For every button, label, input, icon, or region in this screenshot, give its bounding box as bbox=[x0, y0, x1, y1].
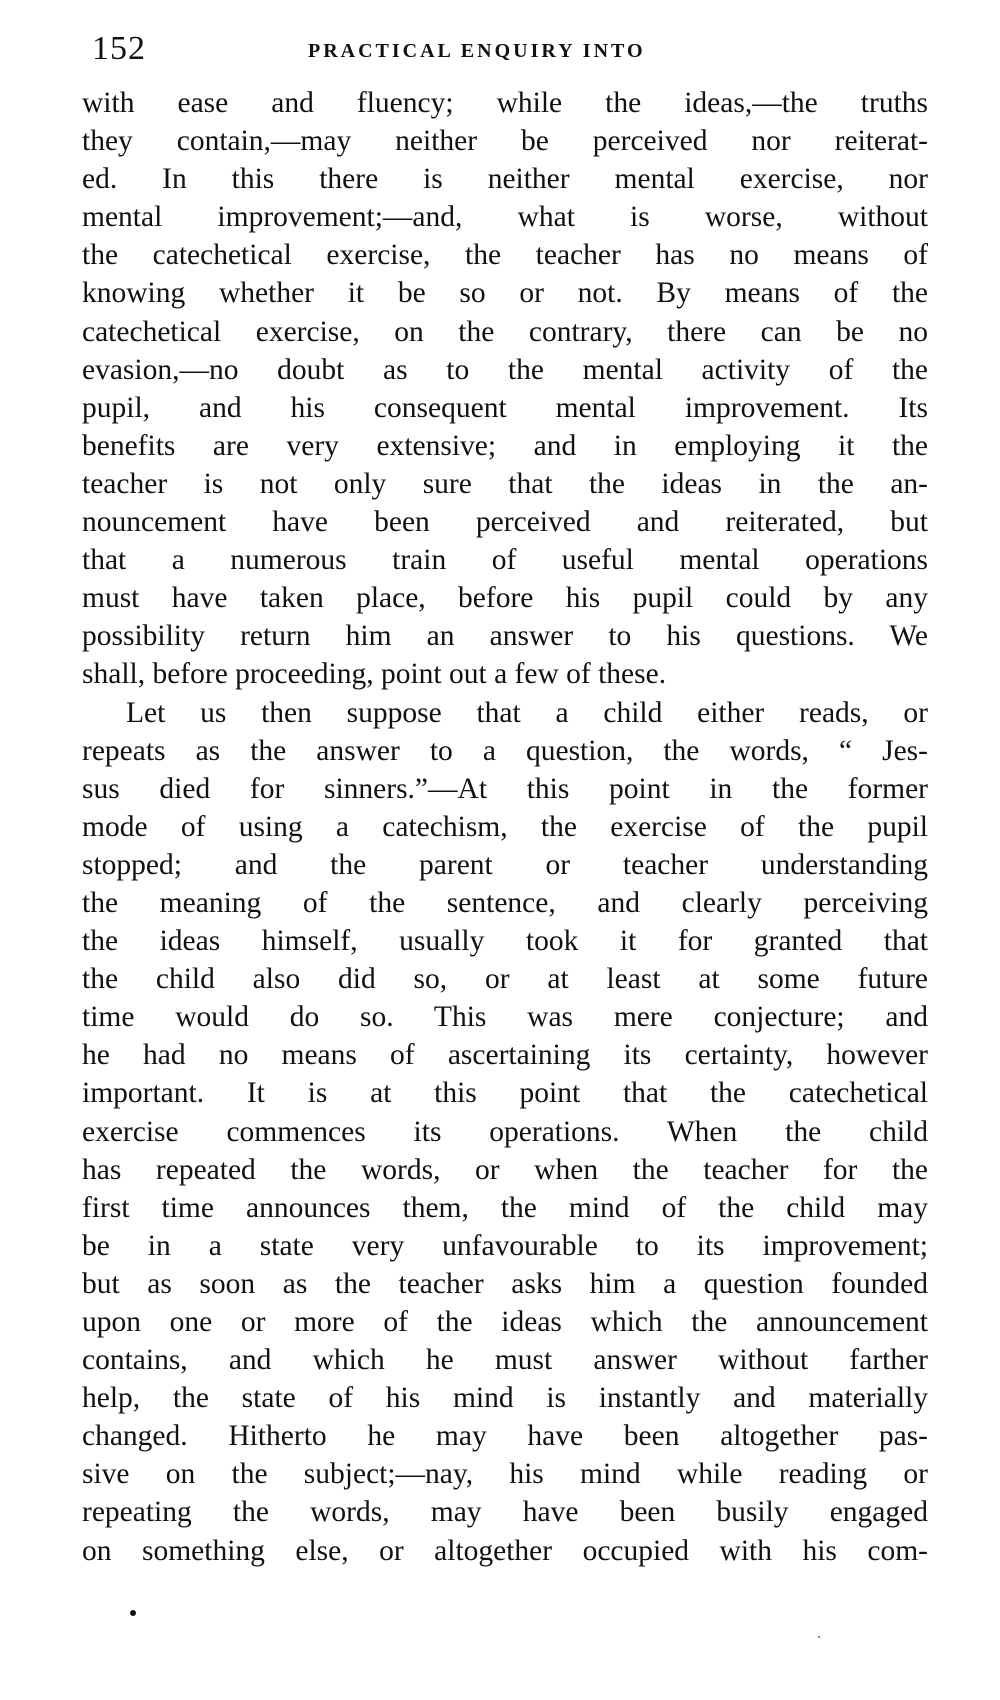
text-line: nouncement have been perceived and reiterated, but bbox=[82, 506, 928, 539]
text-line: important. It is at this point that the catechetical bbox=[82, 1077, 928, 1110]
text-line: the child also did so, or at least at some future bbox=[82, 963, 928, 996]
ink-speck bbox=[130, 1610, 136, 1616]
text-line: possibility return him an answer to his questions. We bbox=[82, 620, 928, 653]
ink-speck bbox=[818, 1636, 820, 1638]
text-line: the catechetical exercise, the teacher has no means of bbox=[82, 239, 928, 272]
text-line: benefits are very extensive; and in employing it the bbox=[82, 429, 928, 462]
text-line: ed. In this there is neither mental exercise, nor bbox=[82, 163, 928, 196]
text-line: pupil, and his consequent mental improvement. Its bbox=[82, 391, 928, 424]
text-line: repeats as the answer to a question, the words, “ Jes- bbox=[82, 734, 928, 767]
text-line: evasion,—no doubt as to the mental activity of the bbox=[82, 353, 928, 386]
text-line: sus died for sinners.”—At this point in the former bbox=[82, 772, 928, 805]
text-line: time would do so. This was mere conjecture; and bbox=[82, 1001, 928, 1034]
text-line: mental improvement;—and, what is worse, without bbox=[82, 201, 928, 234]
text-line: stopped; and the parent or teacher understanding bbox=[82, 848, 928, 881]
text-line: first time announces them, the mind of the child may bbox=[82, 1191, 928, 1224]
running-title: PRACTICAL ENQUIRY INTO bbox=[308, 40, 646, 62]
text-line: catechetical exercise, on the contrary, there can be no bbox=[82, 315, 928, 348]
text-line: exercise commences its operations. When the child bbox=[82, 1115, 928, 1148]
body-text bbox=[82, 84, 928, 1570]
paragraph-last-line: shall, before proceeding, point out a few of these. bbox=[82, 658, 667, 691]
text-line: teacher is not only sure that the ideas in the an- bbox=[82, 467, 928, 500]
text-line: changed. Hitherto he may have been altogether pas- bbox=[82, 1420, 928, 1453]
text-line: must have taken place, before his pupil could by any bbox=[82, 582, 928, 615]
text-line: knowing whether it be so or not. By means of the bbox=[82, 277, 928, 310]
text-line: on something else, or altogether occupied with his com- bbox=[82, 1534, 928, 1567]
text-line: contains, and which he must answer without farther bbox=[82, 1344, 928, 1377]
text-line: sive on the subject;—nay, his mind while reading or bbox=[82, 1458, 928, 1491]
text-line: with ease and fluency; while the ideas,—the truths bbox=[82, 87, 928, 119]
page-number: 152 bbox=[92, 30, 146, 67]
text-line: they contain,—may neither be perceived nor reiterat- bbox=[82, 125, 928, 158]
text-line: that a numerous train of useful mental operations bbox=[82, 544, 928, 577]
text-line: be in a state very unfavourable to its improvement; bbox=[82, 1229, 928, 1262]
text-line: mode of using a catechism, the exercise of the pupil bbox=[82, 810, 928, 843]
text-line: repeating the words, may have been busily engaged bbox=[82, 1496, 928, 1529]
text-line: upon one or more of the ideas which the announcement bbox=[82, 1306, 928, 1338]
text-line: has repeated the words, or when the teacher for the bbox=[82, 1153, 928, 1186]
paragraph-first-line: Let us then suppose that a child either reads, or bbox=[126, 696, 928, 729]
text-line: help, the state of his mind is instantly and materially bbox=[82, 1382, 928, 1415]
text-line: the ideas himself, usually took it for granted that bbox=[82, 925, 928, 958]
text-line: the meaning of the sentence, and clearly perceiving bbox=[82, 886, 928, 919]
page-header bbox=[92, 30, 922, 76]
text-line: but as soon as the teacher asks him a question founded bbox=[82, 1267, 928, 1300]
text-line: he had no means of ascertaining its certainty, however bbox=[82, 1039, 928, 1072]
